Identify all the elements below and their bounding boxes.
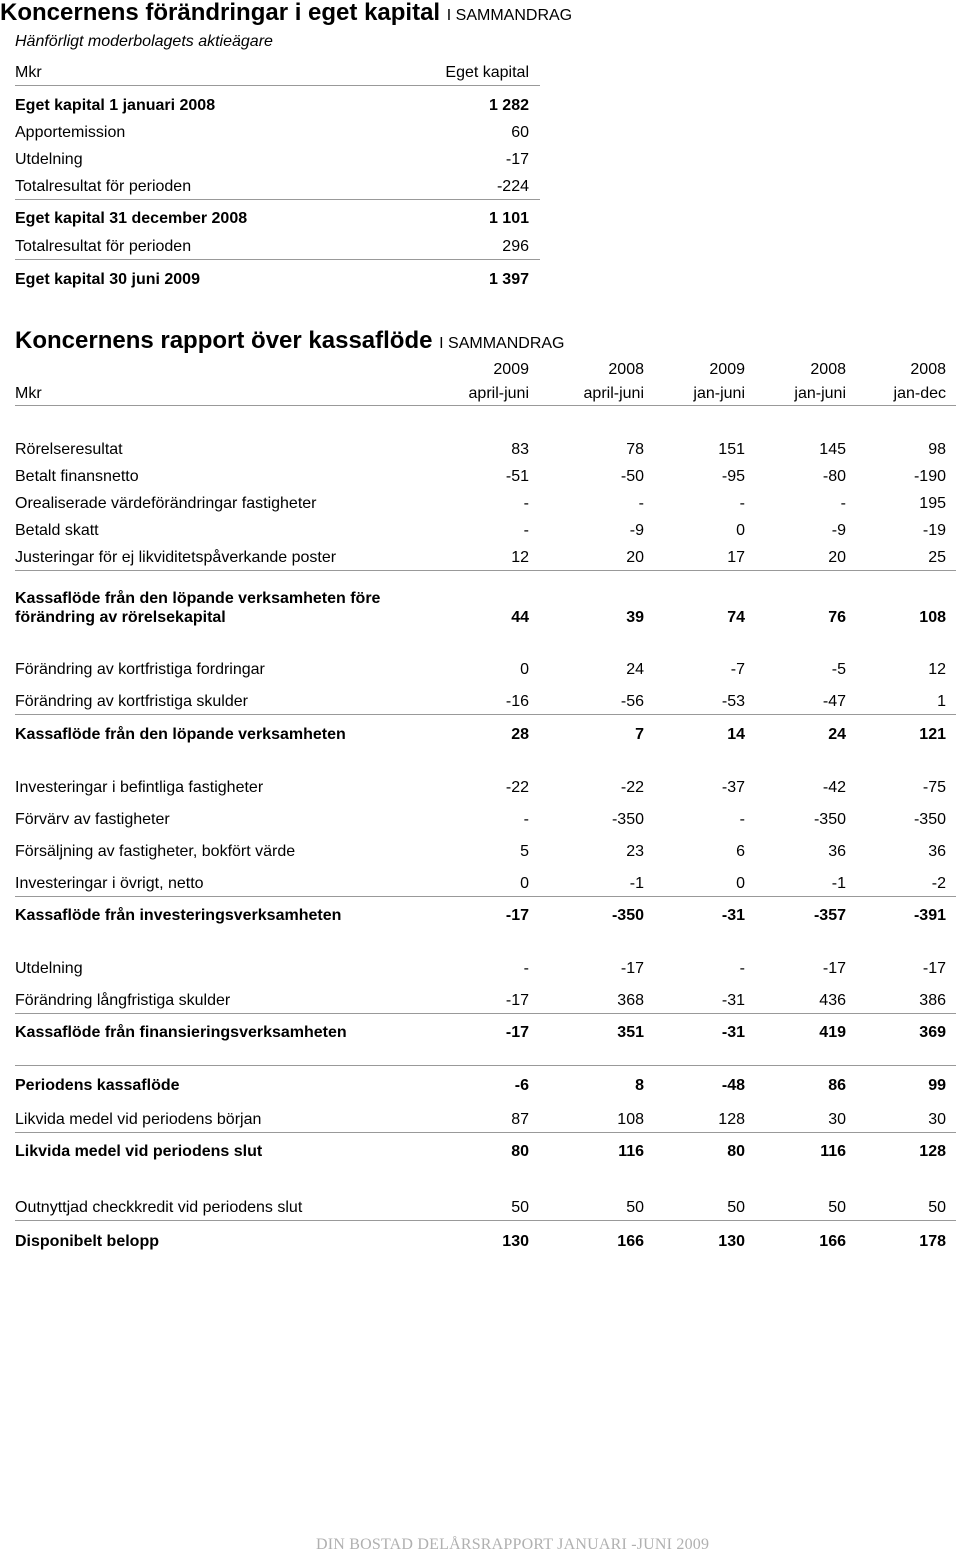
row-label: Eget kapital 30 juni 2009 xyxy=(15,271,200,288)
row-value: 23 xyxy=(626,843,644,860)
row-value: 166 xyxy=(819,1233,846,1250)
row-value: -17 xyxy=(822,960,846,977)
table-row xyxy=(15,1111,956,1131)
equity-column-header: Eget kapital xyxy=(445,64,529,81)
table-row xyxy=(15,441,956,461)
row-label: Justeringar för ej likviditetspåverkande poster xyxy=(15,549,337,566)
row-value: 39 xyxy=(626,609,644,626)
table-row xyxy=(15,726,956,746)
column-year: 2008 xyxy=(608,361,644,378)
row-value: 14 xyxy=(727,726,745,743)
row-value: 419 xyxy=(819,1024,846,1041)
row-value: 436 xyxy=(819,992,846,1009)
row-value: -31 xyxy=(721,1024,745,1041)
table-row xyxy=(15,811,956,831)
table-row xyxy=(15,124,530,144)
row-value: -50 xyxy=(620,468,644,485)
row-value: -9 xyxy=(629,522,644,539)
row-value: 24 xyxy=(626,661,644,678)
row-label: Totalresultat för perioden xyxy=(15,178,192,195)
table-row xyxy=(15,661,956,681)
row-rule xyxy=(15,896,956,897)
column-year: 2009 xyxy=(709,361,745,378)
table-row xyxy=(15,779,956,799)
row-value: -1 xyxy=(831,875,846,892)
cashflow-title-text: Koncernens rapport över kassaflöde xyxy=(15,327,433,354)
row-label: Betalt finansnetto xyxy=(15,468,139,485)
row-value: 25 xyxy=(928,549,946,566)
table-row xyxy=(15,875,956,895)
cashflow-header-rule xyxy=(15,405,956,406)
row-value: 87 xyxy=(511,1111,529,1128)
row-label: Utdelning xyxy=(15,151,83,168)
row-value: 296 xyxy=(502,238,529,255)
row-label: Apportemission xyxy=(15,124,126,141)
row-value: -56 xyxy=(620,693,644,710)
row-value: -17 xyxy=(620,960,644,977)
row-value: 0 xyxy=(736,522,745,539)
column-period: april-juni xyxy=(468,385,529,402)
row-value: 130 xyxy=(718,1233,745,1250)
row-value: 116 xyxy=(820,1143,846,1160)
row-value: 74 xyxy=(727,609,745,626)
row-value: 151 xyxy=(718,441,745,458)
row-value: -391 xyxy=(913,907,946,924)
table-row xyxy=(15,468,956,488)
row-value: -42 xyxy=(822,779,846,796)
row-value: - xyxy=(739,811,745,828)
row-value: 80 xyxy=(727,1143,745,1160)
row-value: 386 xyxy=(919,992,946,1009)
equity-title xyxy=(0,0,572,27)
table-row xyxy=(15,843,956,863)
row-label: Försäljning av fastigheter, bokfört värde xyxy=(15,843,296,860)
row-value: 76 xyxy=(828,609,846,626)
row-value: -2 xyxy=(931,875,946,892)
cashflow-title xyxy=(15,327,564,355)
row-value: -7 xyxy=(730,661,745,678)
row-value: - xyxy=(840,495,846,512)
row-value: 20 xyxy=(828,549,846,566)
row-value: -350 xyxy=(813,811,846,828)
row-value: 12 xyxy=(511,549,529,566)
row-value: 166 xyxy=(617,1233,644,1250)
row-value: 86 xyxy=(828,1077,846,1094)
equity-rule xyxy=(15,199,540,200)
row-value: -190 xyxy=(913,468,946,485)
row-label: Eget kapital 1 januari 2008 xyxy=(15,97,216,114)
row-value: 5 xyxy=(520,843,529,860)
row-value: -6 xyxy=(514,1077,529,1094)
page-footer: DIN BOSTAD DELÅRSRAPPORT JANUARI -JUNI 2009 xyxy=(316,1536,710,1553)
row-value: -17 xyxy=(505,907,529,924)
table-row xyxy=(15,693,956,713)
row-value: 1 282 xyxy=(488,97,529,114)
row-label: Kassaflöde från den löpande verksamheten före xyxy=(15,590,381,607)
table-row xyxy=(15,960,956,980)
column-period: jan-juni xyxy=(693,385,745,402)
table-row xyxy=(15,178,530,198)
row-value: 60 xyxy=(511,124,529,141)
row-label: Förändring av kortfristiga skulder xyxy=(15,693,248,710)
table-row xyxy=(15,549,956,569)
table-row xyxy=(15,1077,956,1097)
row-value: -350 xyxy=(611,907,644,924)
row-value: -53 xyxy=(721,693,745,710)
row-value: - xyxy=(523,495,529,512)
row-value: 30 xyxy=(928,1111,946,1128)
row-value: -9 xyxy=(831,522,846,539)
row-value: 369 xyxy=(919,1024,946,1041)
row-value: 178 xyxy=(919,1233,946,1250)
row-value: 17 xyxy=(727,549,745,566)
column-year: 2008 xyxy=(910,361,946,378)
table-row xyxy=(15,907,956,927)
row-value: 195 xyxy=(919,495,946,512)
row-value: 6 xyxy=(736,843,745,860)
equity-title-suffix: I SAMMANDRAG xyxy=(446,7,573,24)
row-value: -1 xyxy=(629,875,644,892)
row-value: -37 xyxy=(721,779,745,796)
row-label: Rörelseresultat xyxy=(15,441,123,458)
equity-header-rule xyxy=(15,85,540,86)
row-value: 50 xyxy=(727,1199,745,1216)
row-value: - xyxy=(638,495,644,512)
table-row xyxy=(15,522,956,542)
row-value: -19 xyxy=(922,522,946,539)
table-row xyxy=(15,238,530,258)
row-value: 1 101 xyxy=(488,210,529,227)
row-label: Likvida medel vid periodens början xyxy=(15,1111,262,1128)
row-value: - xyxy=(523,960,529,977)
table-row xyxy=(15,1233,956,1253)
cashflow-title-suffix: I SAMMANDRAG xyxy=(439,335,565,352)
row-value: 50 xyxy=(511,1199,529,1216)
row-value: 98 xyxy=(928,441,946,458)
row-value: 368 xyxy=(617,992,644,1009)
row-label: Eget kapital 31 december 2008 xyxy=(15,210,248,227)
row-label: Periodens kassaflöde xyxy=(15,1077,180,1094)
row-value: 80 xyxy=(511,1143,529,1160)
row-value: 20 xyxy=(626,549,644,566)
row-label: Investeringar i befintliga fastigheter xyxy=(15,779,264,796)
row-value: -22 xyxy=(620,779,644,796)
row-value: - xyxy=(523,811,529,828)
table-row xyxy=(15,97,530,117)
row-value: 30 xyxy=(828,1111,846,1128)
equity-rule xyxy=(15,259,540,260)
row-value: 351 xyxy=(617,1024,644,1041)
row-value: 7 xyxy=(635,726,644,743)
row-value: 0 xyxy=(520,661,529,678)
row-value: 78 xyxy=(626,441,644,458)
row-value: -47 xyxy=(822,693,846,710)
row-value: 24 xyxy=(828,726,846,743)
row-value: 145 xyxy=(819,441,846,458)
column-period: jan-juni xyxy=(794,385,846,402)
row-label: Kassaflöde från investeringsverksamheten xyxy=(15,907,342,924)
row-value: 50 xyxy=(928,1199,946,1216)
column-period: april-juni xyxy=(583,385,644,402)
row-label: Kassaflöde från den löpande verksamheten xyxy=(15,726,346,743)
row-value: 128 xyxy=(718,1111,745,1128)
row-value: 12 xyxy=(928,661,946,678)
row-label: Utdelning xyxy=(15,960,83,977)
row-label: Förändring långfristiga skulder xyxy=(15,992,231,1009)
row-value: -17 xyxy=(505,1024,529,1041)
row-value: -31 xyxy=(721,907,745,924)
row-value: 0 xyxy=(736,875,745,892)
row-value: -17 xyxy=(505,992,529,1009)
row-value: - xyxy=(739,495,745,512)
row-label: Betald skatt xyxy=(15,522,99,539)
row-value: -80 xyxy=(822,468,846,485)
table-row xyxy=(15,495,956,515)
row-rule xyxy=(15,1132,956,1133)
row-value: 128 xyxy=(919,1143,946,1160)
row-value: 36 xyxy=(828,843,846,860)
row-value: 108 xyxy=(919,609,946,626)
row-rule xyxy=(15,570,956,571)
row-value: 121 xyxy=(919,726,946,743)
table-row xyxy=(15,992,956,1012)
row-value: -350 xyxy=(913,811,946,828)
row-value: 130 xyxy=(502,1233,529,1250)
column-year: 2009 xyxy=(493,361,529,378)
table-row xyxy=(15,1024,956,1044)
row-label: Investeringar i övrigt, netto xyxy=(15,875,204,892)
table-row xyxy=(15,271,530,291)
row-value: 116 xyxy=(618,1143,644,1160)
row-value: 36 xyxy=(928,843,946,860)
table-row xyxy=(15,589,956,626)
row-value: -75 xyxy=(922,779,946,796)
row-rule xyxy=(15,1220,956,1221)
row-value: 44 xyxy=(511,609,529,626)
row-value: -22 xyxy=(505,779,529,796)
row-value: 1 397 xyxy=(488,271,529,288)
row-label-line2: förändring av rörelsekapital xyxy=(15,609,226,626)
row-value: 99 xyxy=(928,1077,946,1094)
row-value: - xyxy=(739,960,745,977)
row-label: Förvärv av fastigheter xyxy=(15,811,170,828)
table-row xyxy=(15,151,530,171)
row-value: 83 xyxy=(511,441,529,458)
row-value: 108 xyxy=(617,1111,644,1128)
row-value: -17 xyxy=(505,151,529,168)
column-year: 2008 xyxy=(810,361,846,378)
row-rule xyxy=(15,1013,956,1014)
row-label: Likvida medel vid periodens slut xyxy=(15,1143,263,1160)
row-label: Disponibelt belopp xyxy=(15,1233,159,1250)
equity-title-text: Koncernens förändringar i eget kapital xyxy=(0,0,441,26)
table-row xyxy=(15,210,530,230)
row-value: -5 xyxy=(831,661,846,678)
table-row xyxy=(15,1199,956,1219)
row-value: 50 xyxy=(828,1199,846,1216)
row-value: -31 xyxy=(721,992,745,1009)
row-label: Totalresultat för perioden xyxy=(15,238,192,255)
row-label: Förändring av kortfristiga fordringar xyxy=(15,661,265,678)
row-value: -17 xyxy=(922,960,946,977)
row-value: 0 xyxy=(520,875,529,892)
row-value: 28 xyxy=(511,726,529,743)
row-rule xyxy=(15,714,956,715)
equity-subtitle: Hänförligt moderbolagets aktieägare xyxy=(15,33,273,50)
row-value: -350 xyxy=(611,811,644,828)
equity-unit: Mkr xyxy=(15,64,42,81)
row-rule xyxy=(15,1065,956,1066)
row-value: - xyxy=(523,522,529,539)
table-row xyxy=(15,1143,956,1163)
row-value: -16 xyxy=(505,693,529,710)
row-label: Orealiserade värdeförändringar fastigheter xyxy=(15,495,317,512)
row-label: Outnyttjad checkkredit vid periodens slut xyxy=(15,1199,303,1216)
equity-header xyxy=(15,64,530,84)
cashflow-unit: Mkr xyxy=(15,385,42,402)
row-label: Kassaflöde från finansieringsverksamheten xyxy=(15,1024,347,1041)
row-value: 50 xyxy=(626,1199,644,1216)
row-value: -51 xyxy=(505,468,529,485)
column-period: jan-dec xyxy=(893,385,946,402)
row-value: 8 xyxy=(635,1077,644,1094)
row-value: -95 xyxy=(721,468,745,485)
row-value: -357 xyxy=(813,907,846,924)
row-value: 1 xyxy=(937,693,946,710)
row-value: -48 xyxy=(721,1077,745,1094)
row-value: -224 xyxy=(496,178,529,195)
